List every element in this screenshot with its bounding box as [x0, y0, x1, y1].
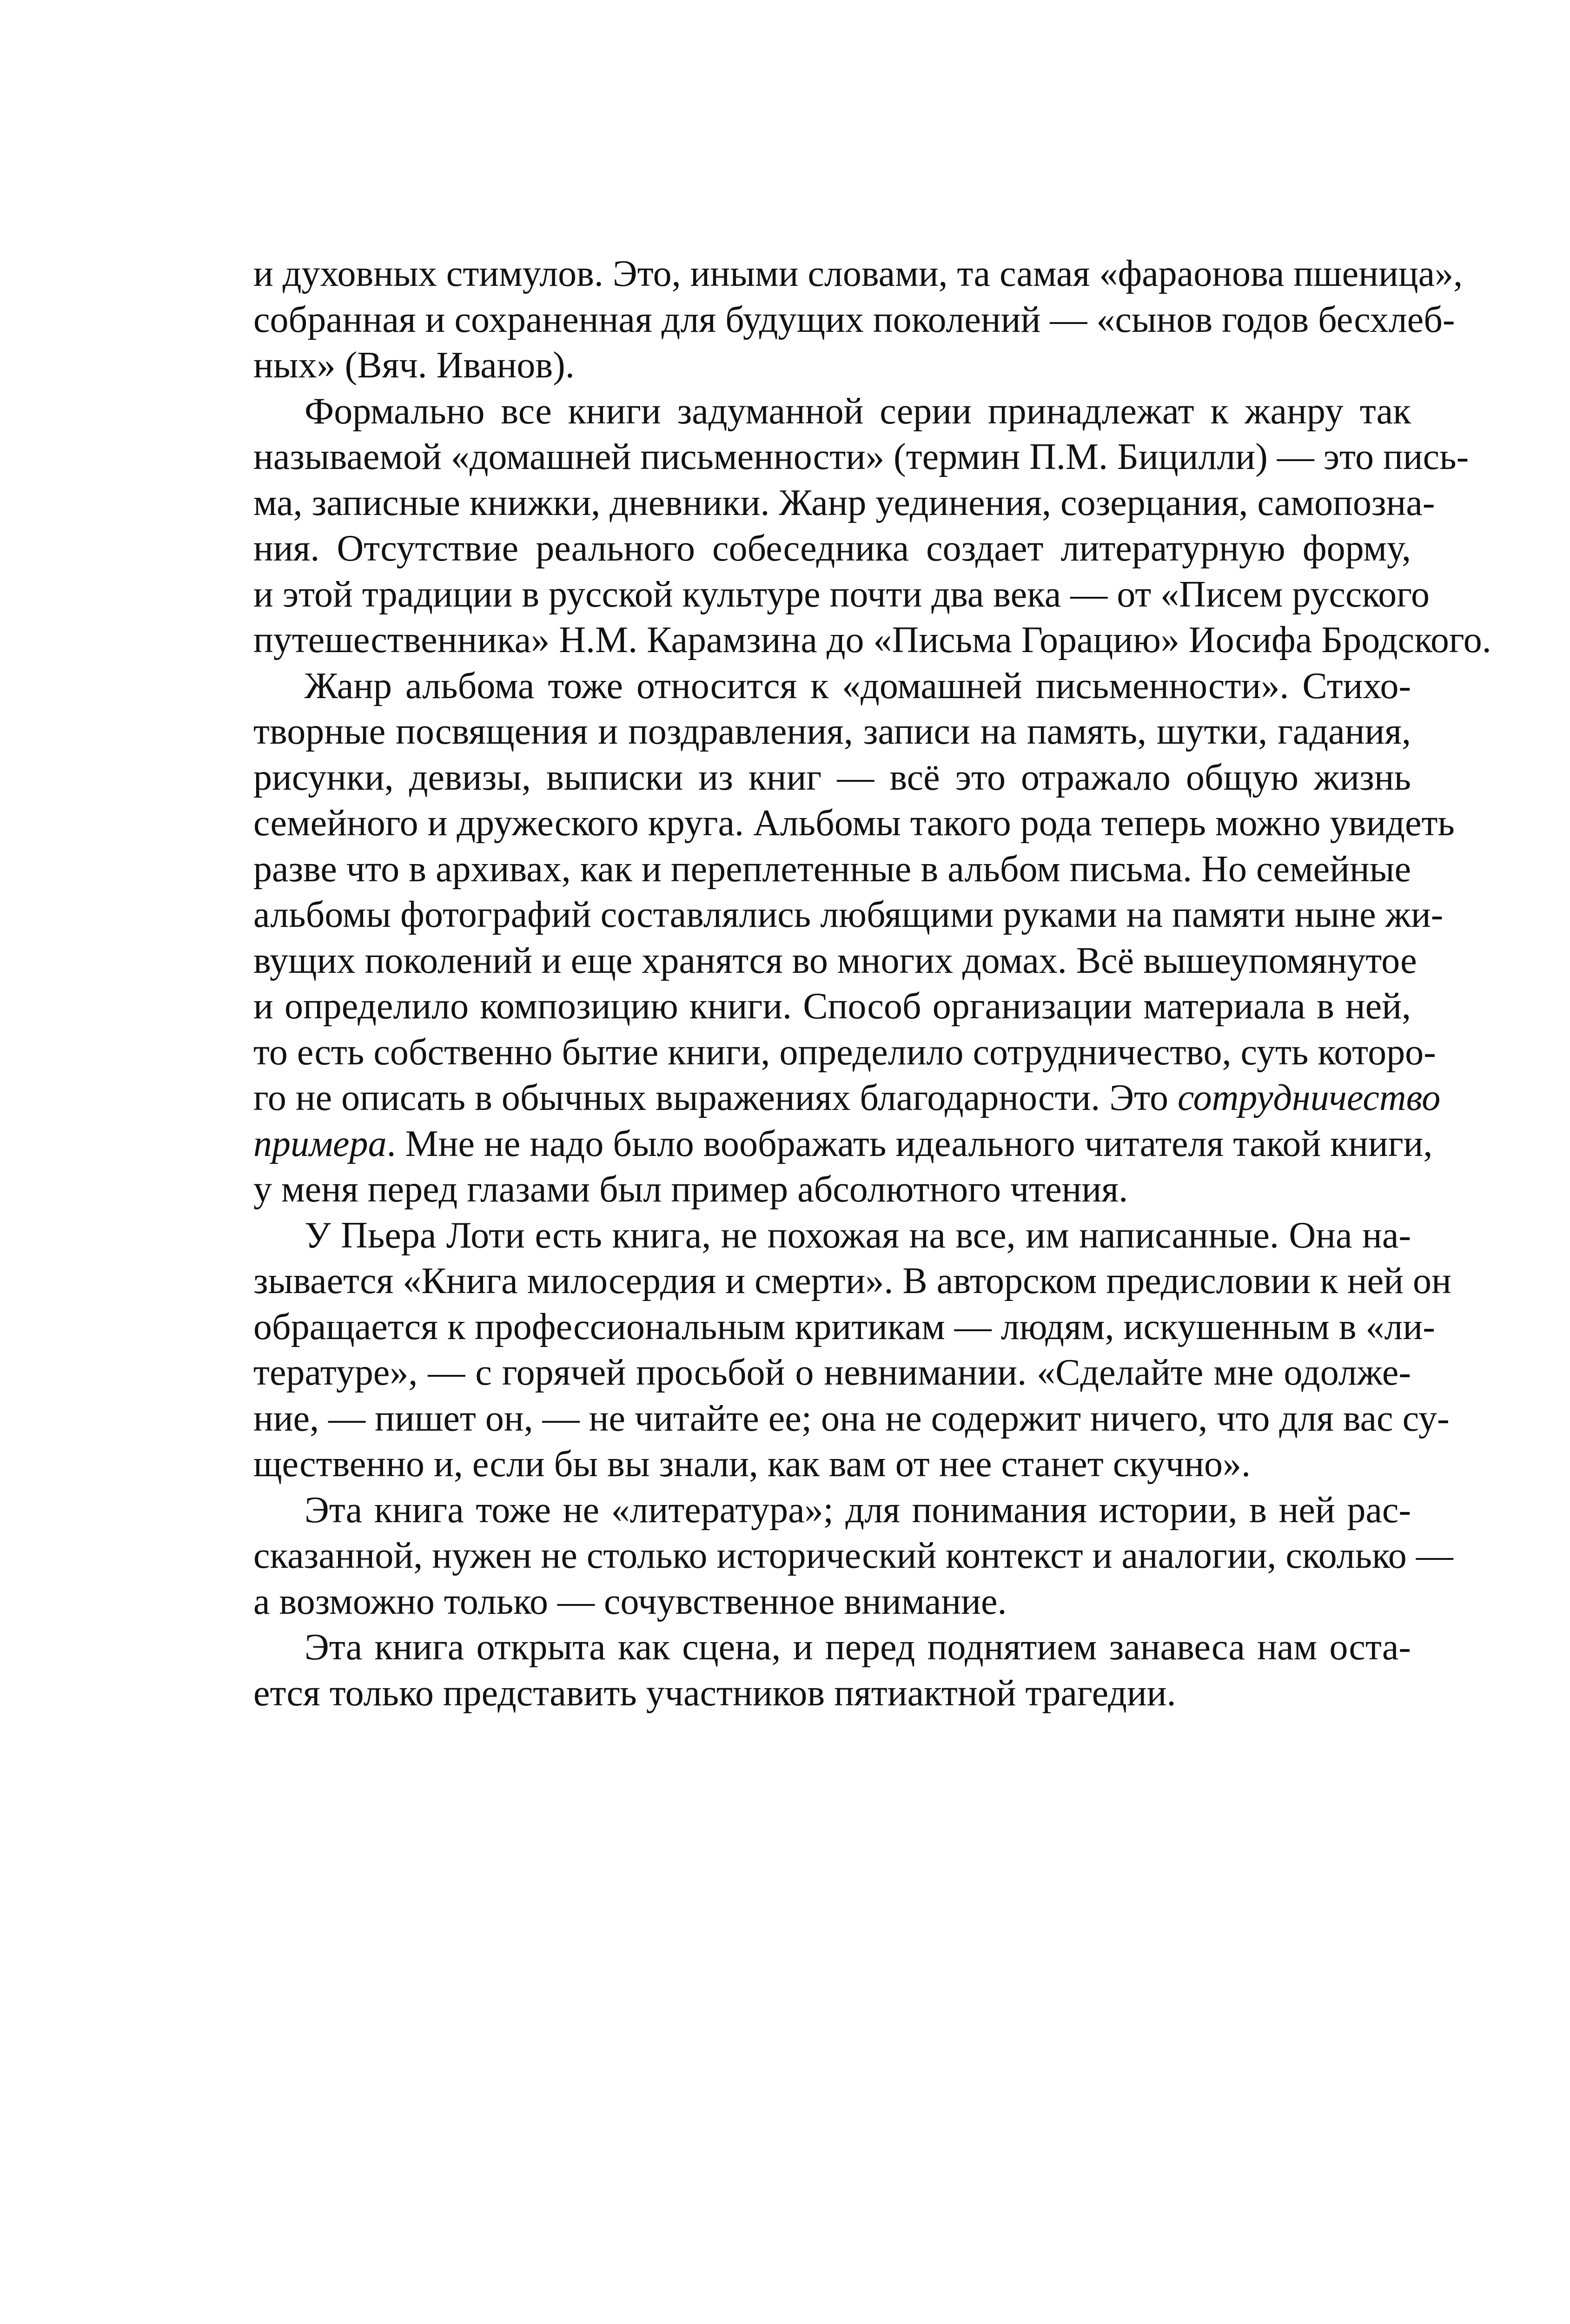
text-line-mixed	[253, 1121, 1433, 1167]
text-line: называемой «домашней письменности» (термин П.М. Бицилли) — это пись-	[253, 436, 1469, 477]
text-line: зывается «Книга милосердия и смерти». В авторском предисловии к ней он	[253, 1261, 1451, 1301]
text-line: то есть собственно бытие книги, определило сотрудничество, суть которо-	[253, 1031, 1436, 1073]
text-line: щественно и, если бы вы знали, как вам от нее станет скучно».	[253, 1444, 1251, 1485]
text-line: рисунки, девизы, выписки из книг — всё это отражало общую жизнь	[253, 757, 1411, 798]
text-line: у меня перед глазами был пример абсолютного чтения.	[253, 1169, 1128, 1210]
text-line: ется только представить участников пятиактной трагедии.	[253, 1672, 1176, 1714]
text-line: а возможно только — сочувственное внимание.	[253, 1581, 1007, 1622]
text-line: альбомы фотографий составлялись любящими руками на памяти ныне жи-	[253, 894, 1444, 935]
text-line: У Пьера Лоти есть книга, не похожая на все, им написанные. Она на-	[305, 1215, 1411, 1256]
text-line: сказанной, нужен не столько исторический контекст и аналогии, сколько —	[253, 1535, 1453, 1576]
text-line: ных» (Вяч. Иванов).	[253, 345, 575, 386]
text-line: семейного и дружеского круга. Альбомы такого рода теперь можно увидеть	[253, 803, 1455, 844]
text-line: вущих поколений и еще хранятся во многих домах. Всё вышеупомянутое	[253, 940, 1417, 981]
text-line-mixed	[253, 1075, 1441, 1121]
text-segment: . Мне не надо было воображать идеального читателя такой книги,	[386, 1123, 1433, 1164]
text-line: Жанр альбома тоже относится к «домашней письменности». Стихо-	[305, 665, 1411, 706]
text-line: путешественника» Н.М. Карамзина до «Письма Горацию» Иосифа Бродского.	[253, 620, 1491, 660]
italic-term: примера	[253, 1123, 387, 1164]
text-line: и духовных стимулов. Это, иными словами, та самая «фараонова пшеница»,	[253, 253, 1463, 294]
text-line: обращается к профессиональным критикам — людям, искушенным в «ли-	[253, 1306, 1435, 1347]
text-line: Формально все книги задуманной серии принадлежат к жанру так	[305, 390, 1411, 432]
italic-term: сотрудничество	[1178, 1077, 1441, 1118]
text-line: ние, — пишет он, — не читайте ее; она не содержит ничего, что для вас су-	[253, 1398, 1450, 1439]
text-line: и определило композицию книги. Способ организации материала в ней,	[253, 986, 1411, 1027]
text-line: и этой традиции в русской культуре почти два века — от «Писем русского	[253, 574, 1430, 615]
text-segment: го не описать в обычных выражениях благодарности. Это	[253, 1077, 1178, 1118]
text-line: Эта книга открыта как сцена, и перед поднятием занавеса нам оста-	[305, 1627, 1411, 1668]
page-text	[253, 251, 1491, 1716]
text-line: собранная и сохраненная для будущих поколений — «сынов годов бесхлеб-	[253, 299, 1455, 340]
text-line: тературе», — с горячей просьбой о невнимании. «Сделайте мне одолже-	[253, 1352, 1411, 1393]
text-line: ма, записные книжки, дневники. Жанр уединения, созерцания, самопозна-	[253, 482, 1435, 523]
text-line: Эта книга тоже не «литература»; для понимания истории, в ней рас-	[305, 1489, 1411, 1531]
text-line: ния. Отсутствие реального собеседника создает литературную форму,	[253, 528, 1411, 569]
text-line: творные посвящения и поздравления, записи на память, шутки, гадания,	[253, 711, 1411, 752]
text-line: разве что в архивах, как и переплетенные в альбом письма. Но семейные	[253, 848, 1411, 890]
